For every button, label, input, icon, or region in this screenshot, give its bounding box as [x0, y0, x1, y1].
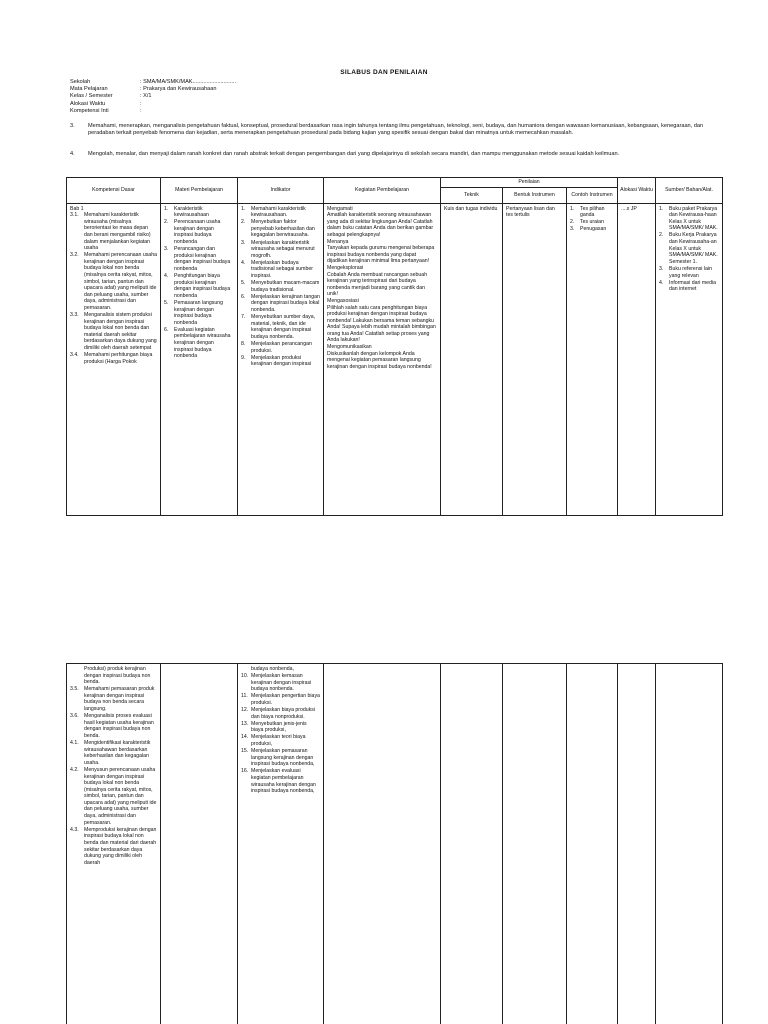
list-item: 13. Menyebutkan jenis-jenis biaya produksi, [241, 720, 307, 734]
header-kompetensi-dasar: Kompetensi Dasar [67, 178, 161, 204]
activity-heading: Mengamati [327, 205, 353, 212]
header-bentuk: Bentuk Instrumen [503, 187, 567, 203]
activity-text: Tanyakan kepada gurumu mengenai beberapa inspirasi budaya nonbenda yang dapat dijadikan kerajinan minimal lima pertanyaan! [327, 245, 435, 265]
list-item: 2. Menyebutkan faktor penyebab keberhasilan dan kegagalan berwirausaha. [241, 219, 315, 239]
list-item: 1. Buku paket Prakarya dan Kewirausa-haan Kelas X untuk SMA/MA/SMK/ MAK. [659, 205, 718, 232]
list-item: 3. Menjelaskan karakteristik wirausaha sebagai menurut mogrofh. [241, 239, 315, 259]
info-row-mapel [70, 86, 236, 93]
kompetensi-inti-4 [70, 151, 720, 158]
header-sumber: Sumber/ Bahan/Alat. [656, 178, 723, 204]
list-item: 4.2. Menyusun perencanaan usaha kerajinan dengan inspirasi budaya lokal non benda (misalnya cerita rakyat, mitos, simbol, tarian, pantun dan upacara adat) yang meliputi ide dan peluang usaha, sumber daya, administrasi dan pemasaran. [70, 766, 157, 826]
cell-kegiatan [324, 664, 441, 1024]
list-item: 16. Menjelaskan evaluasi kegiatan pembelajaran wirausaha kerajinan dengan inspirasi budaya nonbenda, [241, 768, 316, 795]
list-item: 3.4. Memahami perhitungan biaya produksi (Harga Pokok [70, 352, 153, 365]
list-item: 3. Buku referensi lain yang relevan [659, 265, 712, 279]
activity-heading: Mengasosiasi [327, 297, 359, 304]
kd-chapter: Bab 1 [70, 205, 84, 212]
silabus-table-page-2 [66, 663, 723, 1024]
activity-text: Amatilah karakteristik seorang wirausahawan yang ada di sekitar lingkungan Anda! Catatlah dalam buku catatan Anda dan berikan gambar sebagai pelengkapnya! [327, 212, 434, 238]
list-item: 15. Menjelaskan pemasaran langsung kerajinan dengan inspirasi budaya nonbenda, [241, 748, 315, 768]
cell-contoh [567, 664, 618, 1024]
cell-teknik [441, 664, 503, 1024]
cell-kegiatan [324, 203, 441, 515]
cell-bentuk [503, 664, 567, 1024]
ki-text: Mengolah, menalar, dan menyaji dalam ranah konkret dan ranah abstrak terkait dengan pengembangan dari yang dipelajarinya di sekolah secara mandiri, dan mampu menggunakan metode sesuai kaidah keilmuan. [88, 151, 620, 157]
header-materi: Materi Pembelajaran [161, 178, 238, 204]
cell-kompetensi-dasar [67, 664, 161, 1024]
activity-heading: Mengomunikasikan [327, 344, 372, 351]
cell-indikator [238, 664, 324, 1024]
list-item: 5. Pemasaran langsung kerajinan dengan inspirasi budaya nonbenda [164, 299, 224, 326]
info-label: Kompetensi Inti [70, 107, 109, 114]
info-value: : [140, 100, 142, 107]
list-item: budaya nonbenda, [251, 666, 294, 672]
ki-number: 4. [70, 151, 75, 157]
list-item: 14. Menjelaskan teori biaya produksi, [241, 734, 306, 748]
ki-number: 3. [70, 123, 75, 129]
list-item: 4. Penghitungan biaya produksi kerajinan dengan inspirasi budaya nonbenda [164, 273, 231, 299]
silabus-table-page-1 [66, 177, 723, 516]
document-info [70, 79, 236, 115]
list-item: 3. Perancangan dan produksi kerajinan dengan inspirasi budaya nonbenda [164, 246, 231, 272]
activity-text: Cobalah Anda membuat rancangan sebuah kerajinan yang terinspirasi dari budaya nonbenda menjadi barang yang cantik dan unik! [327, 271, 428, 298]
list-item: 3.3. Menganalisis sistem produksi kerajinan dengan inspirasi budaya lokal non benda dan material daerah sekitar berdasarkan daya dukung yang dimiliki oleh daerah setempat [70, 312, 157, 352]
info-label: Mata Pelajaran [70, 86, 108, 93]
list-item: 3.5. Memahami pemasaran produk kerajinan dengan inspirasi budaya non benda secara langsung. [70, 686, 155, 713]
list-item: 3.6. Menganalisis proses evaluasi hasil kegiatan usaha kerajinan dengan inspirasi budaya non benda. [70, 713, 154, 739]
activity-heading: Mengeksplorasi [327, 264, 364, 271]
cell-indikator [238, 203, 324, 515]
info-row-ki [70, 108, 236, 115]
list-item: 6. Menjelaskan kerajinan tangan dengan inspirasi budaya lokal nonbenda. [241, 293, 320, 313]
list-item: 3.1. Memahami karakteristik wirausaha (misalnya berorientasi ke masa depan dan berani mengambil risiko) dalam menjalankan kegiatan usaha [70, 212, 151, 252]
list-item: 2. Tes uraian [570, 219, 604, 226]
list-item: 4. Informasi dari media dan internet [659, 279, 716, 293]
list-item: 5. Menyebutkan macam-macam budaya tradisional. [241, 280, 320, 293]
activity-text: Diskusikanlah dengan kelompok Anda mengenai kegiatan pemasaran langsung kerajinan dengan inspirasi budaya nonbenda! [327, 350, 432, 370]
info-value: : [140, 107, 142, 114]
cell-materi [161, 203, 238, 515]
info-row-kelas [70, 93, 236, 100]
list-item: 2. Perencanaan usaha kerajinan dengan inspirasi budaya nonbenda [164, 219, 221, 246]
info-row-alokasi [70, 101, 236, 108]
header-teknik: Teknik [441, 187, 503, 203]
cell-kompetensi-dasar [67, 203, 161, 515]
list-item: 4. Menjelaskan budaya tradisional sebagai sumber inspirasi. [241, 259, 313, 280]
list-item: 8. Menjelaskan perancangan produksi. [241, 340, 312, 354]
list-item: 1. Memahami karakteristik kewirausahaan. [241, 205, 306, 219]
info-label: Sekolah [70, 79, 91, 85]
activity-heading: Menanya [327, 238, 349, 245]
activity-text: Pilihlah salah satu cara penghitungan biaya produksi kerajinan dengan inspirasi budaya nonbenda! Lakukan bersama teman sebangku Anda! Supaya lebih mudah mintalah bimbingan orang tua Anda! Catatlah setiap proses yang Anda lakukan! [327, 304, 436, 344]
info-label: Alokasi Waktu [70, 100, 106, 107]
cell-materi [161, 664, 238, 1024]
cell-contoh [567, 203, 618, 515]
header-penilaian: Penilaian [441, 178, 618, 188]
list-item: 1. Karakteristik kewirausahaan [164, 205, 209, 219]
ki-text: Memahami, menerapkan, menganalisis pengetahuan faktual, konseptual, prosedural berdasarkan rasa ingin tahunya tentang ilmu pengetahuan, teknologi, seni, budaya, dan humaniora dengan wawasan kemanusiaan, kebangsaan, kenegaraan, dan peradaban terkait penyebab fenomena dan kejadian, serta menerapkan pengetahuan prosedural pada bidang kajian yang spesifik sesuai dengan bakat dan minatnya untuk memecahkan masalah. [88, 123, 704, 137]
cell-sumber [656, 203, 723, 515]
cell-teknik: Kuis dan tugas individu [441, 203, 503, 515]
cell-alokasi [618, 664, 656, 1024]
header-indikator: Indikator [238, 178, 324, 204]
list-item: 9. Menjelaskan produksi kerajinan dengan inspirasi [241, 354, 312, 368]
list-item: 3. Penugasan [570, 226, 607, 233]
header-contoh: Contoh Instrumen [567, 187, 618, 203]
header-alokasi: Alokasi Waktu [618, 178, 656, 204]
list-item: Produksi) produk kerajinan dengan inspirasi budaya non benda. [84, 666, 151, 686]
document-title: SILABUS DAN PENILAIAN [340, 69, 428, 76]
list-item: 1. Tes pilihan ganda [570, 205, 605, 219]
cell-sumber [656, 664, 723, 1024]
info-value: : SMA/MA/SMK/MAK............................ [140, 79, 237, 85]
info-row-sekolah [70, 79, 236, 86]
list-item: 6. Evaluasi kegiatan pembelajaran wirausaha kerajinan dengan inspirasi budaya nonbenda [164, 326, 231, 360]
list-item: 11. Menjelaskan pengertian biaya produksi. [241, 693, 320, 706]
list-item: 4.3. Memproduksi kerajinan dengan inspirasi budaya lokal non benda dan material dari daerah sekitar berdasarkan daya dukung yang dimiliki oleh daerah [70, 826, 157, 866]
info-value: : Prakarya dan Kewirausahaan [140, 86, 217, 93]
info-value: : X/1 [140, 93, 152, 100]
list-item: 3.2. Memahami perencanaan usaha kerajinan dengan inspirasi budaya lokal non benda (misalnya cerita rakyat, mitos, simbol, tarian, pantun dan upacara adat) yang meliputi ide dan peluang usaha, sumber daya, administrasi dan pemasaran. [70, 252, 157, 311]
list-item: 4.1. Mengidentifikasi karakteristik wirausahawan berdasarkan keberhasilan dan kegagalan usaha. [70, 740, 151, 766]
header-kegiatan: Kegiatan Pembelajaran [324, 178, 441, 204]
page-2 [0, 600, 768, 1024]
info-label: Kelas / Semester [70, 93, 113, 100]
list-item: 7. Menyebutkan sumber daya, material, teknik, dan ide kerajinan dengan inspirasi budaya nonbenda. [241, 314, 316, 340]
list-item: 2. Buku Kerja Prakarya dan Kewirausaha-an Kelas X untuk SMA/MA/SMK/ MAK. Semester 1. [659, 232, 718, 265]
cell-alokasi: ....x JP [618, 203, 656, 515]
list-item: 12. Menjelaskan biaya produksi dan biaya nonproduksi. [241, 707, 316, 720]
cell-bentuk: Pertanyaan lisan dan tes tertulis [503, 203, 567, 515]
list-item: 10. Menjelaskan kemasan kerajinan dengan inspirasi budaya nonbenda. [241, 673, 312, 693]
kompetensi-inti-3 [70, 123, 720, 137]
